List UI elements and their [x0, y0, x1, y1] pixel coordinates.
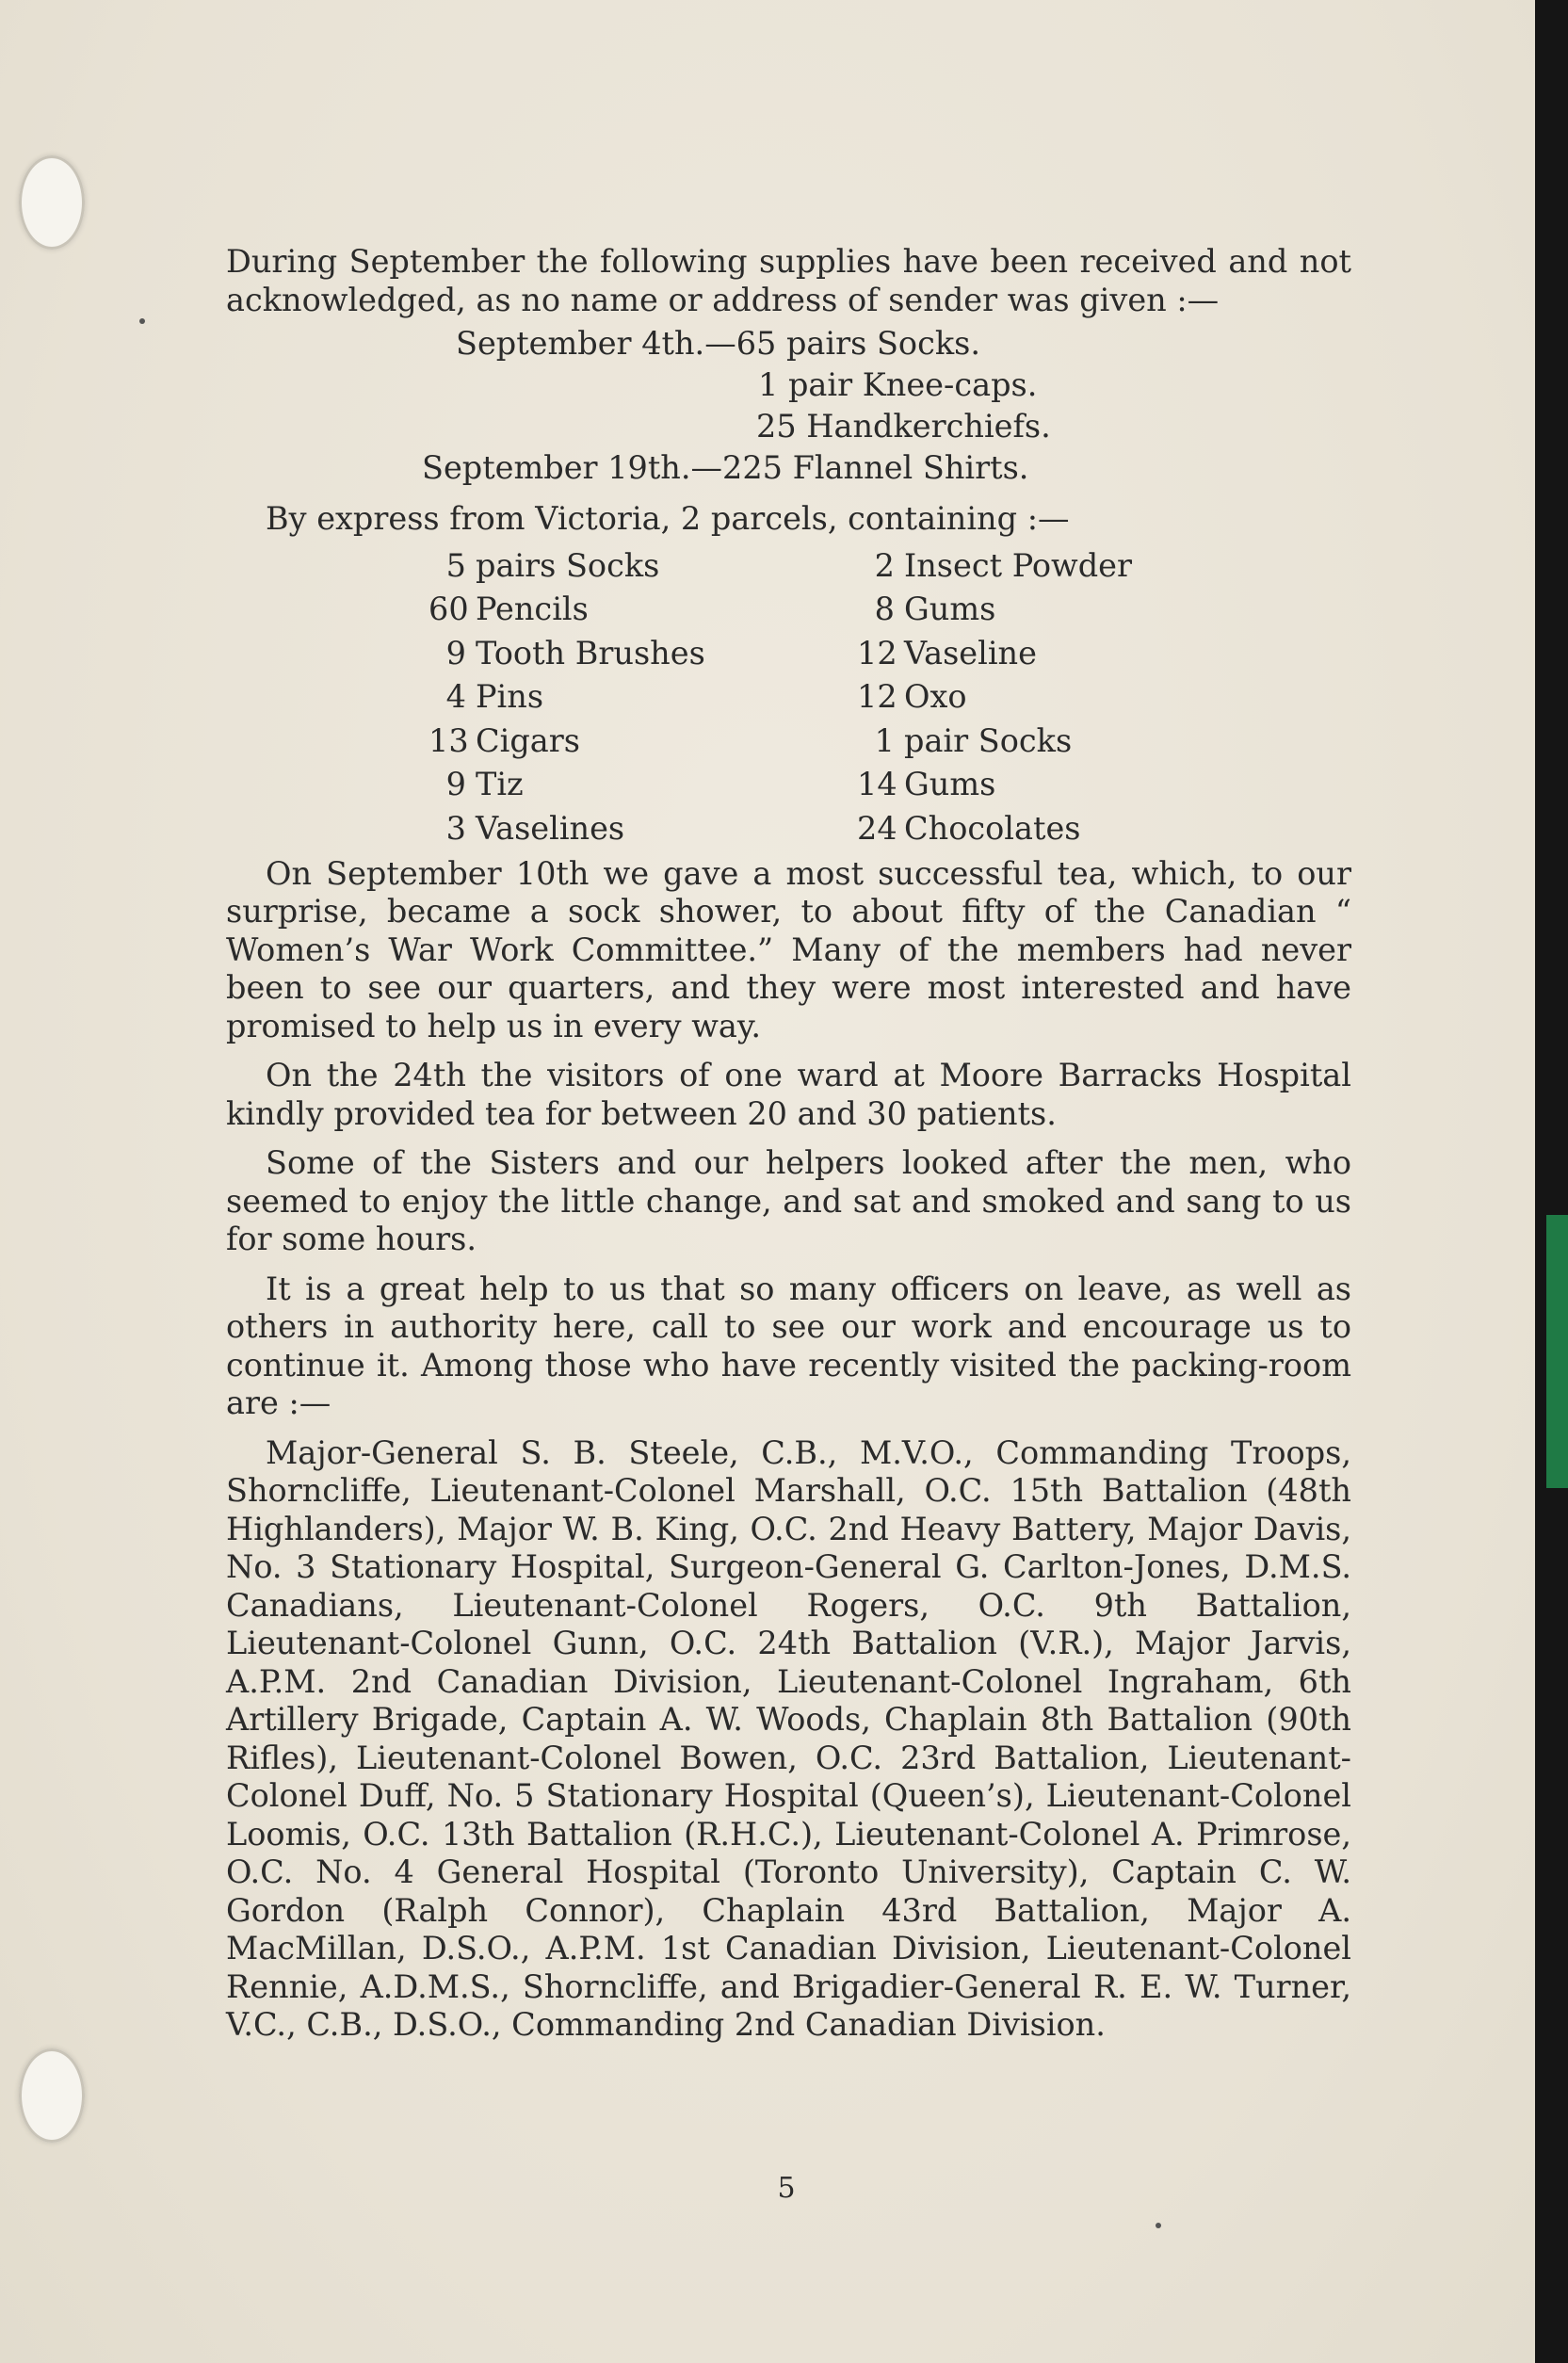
item-quantity: 8 — [874, 591, 895, 627]
item-quantity: 12 — [857, 634, 897, 672]
handkerchiefs-line: 25 Handkerchiefs. — [756, 408, 1051, 445]
item-name: Cigars — [476, 721, 580, 759]
item-quantity: 60 — [428, 591, 469, 627]
visitors-paragraph: Major-General S. B. Steele, C.B., M.V.O., Commanding Troops, Shorncliffe, Lieutenant-Colonel Marshall, O.C. 15th Battalion (48th Highlanders), Major W. B. King, O.C. 2nd Heavy Battery, Major Davis, No. 3 Stationary Hospital, Surgeon-General G. Carlton-Jones, D.M.S. Canadians, Lieutenant-Colonel Rogers, O.C. 9th Battalion, Lieutenant-Colonel Gunn, O.C. 24th Battalion (V.R.), Major Jarvis, A.P.M. 2nd Canadian Division, Lieutenant-Colonel Ingraham, 6th Artillery Brigade, Captain A. W. Woods, Chaplain 8th Battalion (90th Rifles), Lieutenant-Colonel Bowen, O.C. 23rd Battalion, Lieutenant-Colonel Duff, No. 5 Stationary Hospital (Queen’s), Lieutenant-Colonel Loomis, O.C. 13th Battalion (R.H.C.), Lieutenant-Colonel A. Primrose, O.C. No. 4 General Hospital (Toronto University), Captain C. W. Gordon (Ralph Connor), Chaplain 43rd Battalion, Major A. MacMillan, D.S.O., A.P.M. 1st Canadian Division, Lieutenant-Colonel Rennie, A.D.M.S., Shorncliffe, and Brigadier-General R. E. W. Turner, V.C., C.B., D.S.O., Commanding 2nd Canadian Division. — [226, 1433, 1351, 2043]
item-quantity: 12 — [857, 678, 897, 715]
parcel-item — [857, 675, 1132, 720]
binding-ribbon — [1546, 1215, 1568, 1488]
item-name: Pins — [476, 678, 544, 715]
help-paragraph: It is a great help to us that so many officers on leave, as well as others in authority here, call to see our work and encourage us to continue it. Among those who have recently visited the packing-room are :— — [226, 1270, 1351, 1421]
item-name: Pencils — [476, 591, 589, 627]
item-name: Gums — [904, 766, 996, 802]
item-quantity: 1 — [874, 721, 895, 759]
parcel-item — [428, 720, 705, 764]
parcel-list-right — [857, 544, 1132, 851]
item-quantity: 3 — [445, 809, 466, 847]
item-name: Vaseline — [904, 634, 1037, 672]
express-intro: By express from Victoria, 2 parcels, containing :— — [266, 500, 1070, 537]
paper-speck — [139, 318, 145, 324]
parcel-item — [857, 588, 1132, 632]
punch-hole-bottom — [19, 2048, 85, 2143]
item-name: pair Socks — [904, 721, 1073, 759]
punch-hole-top — [19, 155, 85, 250]
parcel-item — [428, 588, 705, 632]
sept4-line: September 4th.—65 pairs Socks. — [456, 325, 980, 362]
item-quantity: 9 — [445, 634, 466, 672]
item-name: Tooth Brushes — [476, 634, 705, 672]
parcel-item — [428, 675, 705, 720]
moore-barracks-paragraph: On the 24th the visitors of one ward at Moore Barracks Hospital kindly provided tea for between 20 and 30 patients. — [226, 1057, 1351, 1132]
item-quantity: 4 — [445, 678, 466, 715]
page-number: 5 — [777, 2172, 796, 2205]
parcel-item — [428, 632, 705, 676]
item-quantity: 14 — [857, 766, 897, 802]
item-quantity: 9 — [445, 766, 466, 802]
parcel-item — [428, 807, 705, 851]
page-body — [226, 243, 1351, 2045]
sisters-paragraph: Some of the Sisters and our helpers looked after the men, who seemed to enjoy the little change, and sat and smoked and sang to us for some hours. — [226, 1144, 1351, 1257]
knee-caps-line: 1 pair Knee-caps. — [758, 366, 1038, 403]
item-name: Oxo — [904, 678, 967, 715]
parcel-item — [857, 807, 1132, 851]
item-name: Chocolates — [904, 809, 1081, 847]
parcel-item — [857, 720, 1132, 764]
item-name: Gums — [904, 591, 996, 627]
parcel-contents — [226, 544, 1351, 855]
item-quantity: 13 — [428, 721, 469, 759]
parcel-item — [428, 544, 705, 589]
paper-speck — [1156, 2223, 1161, 2228]
parcel-item — [857, 763, 1132, 807]
parcel-item — [857, 544, 1132, 589]
item-quantity: 24 — [857, 809, 897, 847]
item-name: pairs Socks — [476, 546, 660, 584]
item-quantity: 5 — [445, 546, 466, 584]
intro-paragraph: During September the following supplies have been received and not acknowledged, as no name or address of sender was given :— — [226, 243, 1351, 318]
parcel-item — [428, 763, 705, 807]
item-name: Vaselines — [476, 809, 625, 847]
binding-spine — [1535, 0, 1568, 2363]
sept19-line: September 19th.—225 Flannel Shirts. — [422, 449, 1029, 486]
item-name: Tiz — [476, 766, 524, 802]
parcel-item — [857, 632, 1132, 676]
item-quantity: 2 — [874, 546, 895, 584]
parcel-list-left — [428, 544, 705, 851]
item-name: Insect Powder — [904, 546, 1133, 584]
tea-paragraph: On September 10th we gave a most successful tea, which, to our surprise, became a sock shower, to about fifty of the Canadian “ Women’s War Work Committee.” Many of the members had never been to see our quarters, and they were most interested and have promised to help us in every way. — [226, 854, 1351, 1044]
